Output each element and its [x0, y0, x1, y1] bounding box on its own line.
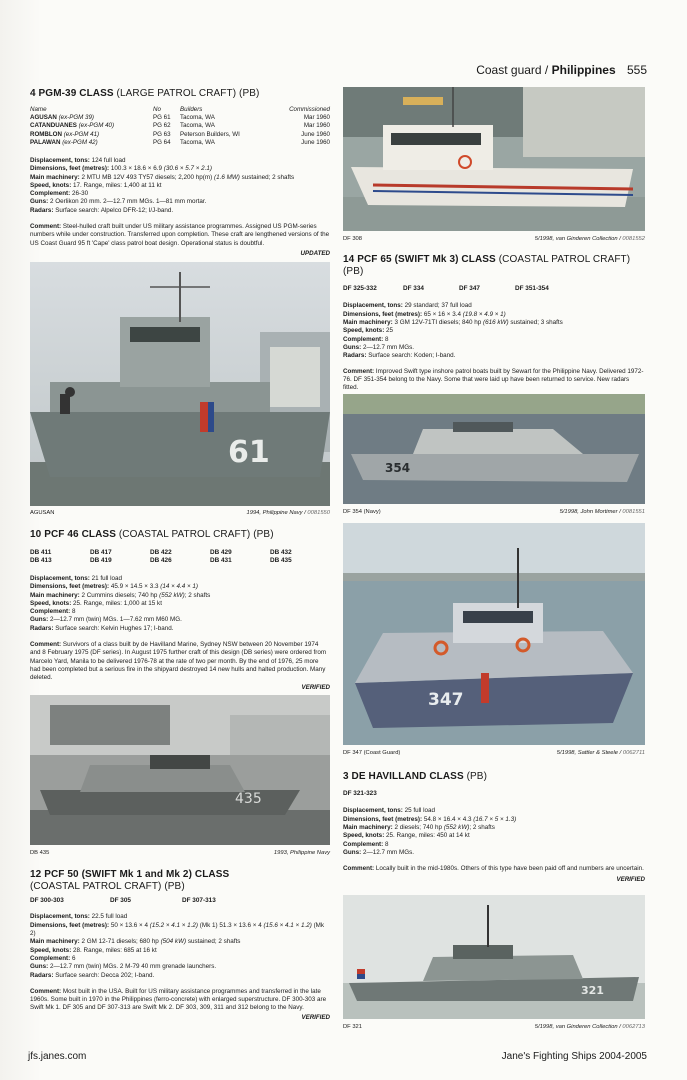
hull-id: DF 325-332: [343, 285, 377, 292]
pcf65-title-bold: 14 PCF 65 (SWIFT Mk 3) CLASS: [343, 254, 496, 265]
label-comment: Comment:: [30, 223, 62, 231]
pcf50-machinery-kw: (504 kW): [160, 938, 187, 946]
ship-commissioned: Mar 1960: [303, 114, 330, 122]
pgm39-dimensions-m: (30.6 × 5.7 × 2.1): [163, 165, 213, 173]
label-radars: Radars:: [30, 624, 54, 632]
table-row: [30, 122, 330, 130]
ship-ex: (ex-PGM 40): [78, 122, 115, 130]
label-complement: Complement:: [343, 840, 384, 848]
df354-caption: DF 354 (Navy) 5/1998, John Mortimer / 0081551: [343, 509, 645, 515]
pcf50-radars: Surface search: Decca 202; I-band.: [55, 971, 155, 979]
pgm39-machinery-rest: sustained; 2 shafts: [241, 173, 295, 181]
col-no: No: [153, 106, 161, 113]
label-speed: Speed, knots:: [343, 327, 385, 335]
df321-caption: DF 321 5/1998, van Ginderen Collection / 0062713: [343, 1024, 645, 1030]
label-complement: Complement:: [30, 954, 71, 962]
pcf65-speed: 25: [386, 327, 394, 335]
label-machinery: Main machinery:: [343, 824, 393, 832]
pcf50-dimensions-rest: (Mk 1) 51.3 × 13.6 × 4: [199, 921, 262, 929]
ship-ex: (ex-PGM 42): [62, 138, 98, 146]
pcf50-status: VERIFIED: [301, 1013, 330, 1021]
pgm39-title-rest: (LARGE PATROL CRAFT) (PB): [116, 88, 260, 99]
pgm39-displacement: 124 full load: [91, 156, 126, 164]
credit-df347: 5/1998, Sattler & Steele: [556, 750, 619, 756]
label-machinery: Main machinery:: [30, 938, 80, 946]
pcf65-machinery-rest: sustained; 3 shafts: [510, 319, 563, 327]
label-complement: Complement:: [30, 608, 71, 616]
dehavilland-specs: [343, 807, 645, 857]
label-machinery: Main machinery:: [30, 173, 80, 181]
dehavilland-entry: [343, 771, 645, 884]
label-comment: Comment:: [30, 987, 62, 995]
hull-id: DF 300-303: [30, 897, 64, 904]
pcf50-title-bold: 12 PCF 50 (SWIFT Mk 1 and Mk 2) CLASS: [30, 869, 230, 880]
pgm39-speed: 17. Range, miles: 1,400 at 11 kt: [73, 181, 162, 189]
pcf46-machinery-kw: (552 kW): [159, 591, 185, 599]
pcf50-guns: 2—12.7 mm (twin) MGs. 2 M-79 40 mm grenade launchers.: [49, 963, 217, 971]
dehavilland-hulls: [343, 790, 645, 798]
dehavilland-title-bold: 3 DE HAVILLAND CLASS: [343, 771, 464, 782]
pcf50-dimensions-m: (15.2 × 4.1 × 1.2): [149, 921, 199, 929]
table-row: [30, 114, 330, 122]
hull-id: DB 411: [30, 549, 52, 556]
pcf50-machinery-rest: sustained; 2 shafts: [187, 938, 241, 946]
pcf50-machinery: 2 GM 12-71 diesels; 680 hp: [81, 938, 159, 946]
pcf50-dimensions-rest2: (Mk 2): [30, 921, 325, 938]
pcf50-title-rest: (COASTAL PATROL CRAFT) (PB): [30, 881, 185, 892]
dehavilland-title-rest: (PB): [466, 771, 488, 782]
code-df354: 0081551: [622, 509, 645, 515]
code-agusan: 0081550: [307, 510, 330, 516]
pcf65-machinery-kw: (616 kW): [483, 319, 509, 327]
pgm39-table-header: [30, 106, 330, 114]
label-displacement: Displacement, tons:: [343, 302, 403, 310]
agusan-photo: [30, 262, 330, 506]
label-dimensions: Dimensions, feet (metres):: [30, 921, 110, 929]
pgm39-comment: [30, 223, 330, 248]
pcf46-machinery-rest: ; 2 shafts: [184, 591, 211, 599]
df354-hull-number: 354: [385, 461, 411, 475]
pcf50-title: [30, 869, 330, 893]
pcf65-entry: [343, 254, 645, 403]
pgm39-comment-text: Steel-hulled craft built under US military assistance programmes. Assigned US PGM-series numbers while under construction. Transferred upon completion. These craft are lengthened versions of the US Coast Guard 95 ft 'Cape' class patrol boat design. Operational status is doubtful.: [30, 223, 330, 247]
ship-builder: Tacoma, WA: [180, 114, 215, 122]
ship-commissioned: Mar 1960: [303, 122, 330, 130]
pcf65-title: [343, 254, 645, 278]
credit-agusan: 1994, Philippine Navy: [246, 510, 303, 516]
label-dimensions: Dimensions, feet (metres):: [343, 310, 423, 318]
pcf46-comment-text: Survivors of a class built by de Havilland Marine, Sydney NSW between 20 November 1974 and 8 February 1975 (DF series). In August 1975 further craft of this design (DB series) were ordered from Marcelo Yard, Manila to be delivered 1976-78 at the rate of two per month. By the end of 1976, 25 more had been completed but a serious fire in the shipyard destroyed 14 new hulls and halted production. Many deleted.: [30, 640, 327, 682]
pgm39-title-bold: 4 PGM-39 CLASS: [30, 88, 114, 99]
pcf46-comment: [30, 641, 330, 682]
pgm39-machinery: 2 MTU MB 12V 493 TY57 diesels; 2,200 hp(m): [81, 173, 213, 181]
ship-name: CATANDUANES: [30, 122, 77, 130]
table-row: [30, 131, 330, 139]
pgm39-title: [30, 88, 330, 100]
hull-id: DB 432: [270, 549, 292, 556]
ship-name: PALAWAN: [30, 138, 61, 146]
code-df321: 0062713: [622, 1024, 645, 1030]
pcf65-dimensions: 65 × 16 × 3.4: [423, 310, 461, 318]
df308-photo: [343, 87, 645, 231]
label-complement: Complement:: [30, 190, 71, 198]
df321-photo: [343, 895, 645, 1019]
agusan-caption: AGUSAN 1994, Philippine Navy / 0081550: [30, 510, 330, 516]
code-df308: 0081552: [622, 236, 645, 242]
label-radars: Radars:: [343, 352, 367, 360]
pcf65-complement: 8: [384, 335, 389, 343]
hull-id: DF 307-313: [182, 897, 216, 904]
pcf46-title-bold: 10 PCF 46 CLASS: [30, 529, 116, 540]
col-commissioned: Commissioned: [289, 106, 330, 113]
dehavilland-comment-text: Locally built in the mid-1980s. Others of this type have been paid off and numbers are uncertain.: [375, 865, 644, 873]
ship-no: PG 63: [153, 130, 171, 138]
hull-id: DB 413: [30, 557, 52, 565]
pcf65-title-rest: (COASTAL PATROL CRAFT) (PB): [343, 254, 631, 277]
label-comment: Comment:: [30, 640, 62, 648]
label-guns: Guns:: [30, 616, 49, 624]
dehavilland-status: VERIFIED: [616, 875, 645, 883]
pcf46-title-rest: (COASTAL PATROL CRAFT) (PB): [118, 529, 274, 540]
label-dimensions: Dimensions, feet (metres):: [343, 815, 423, 823]
col-builders: Builders: [180, 106, 203, 113]
pcf46-radars: Surface search: Kelvin Hughes 17; I-band.: [55, 624, 174, 632]
dehavilland-machinery-rest: ; 2 shafts: [469, 824, 495, 832]
dehavilland-machinery-kw: (552 kW): [443, 824, 470, 832]
pcf46-complement: 8: [71, 608, 76, 616]
running-head-country: Philippines: [551, 63, 616, 77]
agusan-hull-number: 61: [228, 435, 270, 470]
hull-id: DF 321-323: [343, 790, 377, 797]
pcf65-hulls: [343, 285, 645, 293]
label-speed: Speed, knots:: [30, 946, 72, 954]
db435-hull-number: 435: [235, 791, 262, 807]
pgm39-guns: 2 Oerlikon 20 mm. 2—12.7 mm MGs. 1—81 mm mortar.: [49, 198, 207, 206]
pcf50-dimensions-m2: (15.6 × 4.1 × 1.2): [263, 921, 312, 929]
pcf50-comment-text: Most built in the USA. Built for US military assistance programmes and transferred in the late 1960s. Some built in 1970 in the Philippines (ferro-concrete) with enlarged superstructure. DF 300-303 are Swift Mk 1. DF 305 and DF 307-313 are Swift Mk 2. DF 303, 309, 311 and 312 belong to the Navy.: [30, 987, 327, 1012]
pgm39-complement: 26-30: [71, 190, 89, 198]
label-speed: Speed, knots:: [343, 832, 385, 840]
agusan-photo-image: [30, 262, 330, 506]
label-displacement: Displacement, tons:: [30, 913, 90, 921]
running-head-section: Coast guard /: [476, 63, 549, 77]
label-radars: Radars:: [30, 206, 54, 214]
ship-builder: Tacoma, WA: [180, 122, 215, 130]
df308-photo-image: [343, 87, 645, 231]
pcf50-speed: 28. Range, miles: 685 at 16 kt: [73, 946, 157, 954]
ship-commissioned: June 1960: [301, 138, 330, 146]
caption-df354: DF 354 (Navy): [343, 509, 381, 515]
pcf50-displacement: 22.5 full load: [91, 913, 128, 921]
hull-id: DB 426: [150, 557, 172, 565]
pcf65-displacement: 29 standard; 37 full load: [404, 302, 472, 310]
hull-id: DB 435: [270, 557, 292, 565]
dehavilland-complement: 8: [384, 840, 389, 848]
label-dimensions: Dimensions, feet (metres):: [30, 165, 110, 173]
db435-photo: [30, 695, 330, 845]
ship-no: PG 61: [153, 114, 171, 122]
page-number: 555: [626, 63, 647, 77]
credit-df321: 5/1998, van Ginderen Collection: [534, 1024, 618, 1030]
pcf46-entry: [30, 529, 330, 693]
label-comment: Comment:: [343, 865, 375, 873]
hull-id: DB 422: [150, 549, 172, 556]
pcf46-dimensions: 45.9 × 14.5 × 3.3: [110, 583, 159, 591]
hull-id: DF 305: [110, 897, 131, 904]
dehavilland-displacement: 25 full load: [404, 807, 436, 815]
hull-id: DF 334: [403, 285, 424, 292]
caption-db435: DB 435: [30, 850, 50, 856]
running-head: [476, 63, 647, 77]
pcf65-machinery: 3 GM 12V-71TI diesels; 840 hp: [394, 319, 482, 327]
hull-id: DB 419: [90, 557, 112, 565]
label-displacement: Displacement, tons:: [343, 807, 403, 815]
df354-photo: [343, 394, 645, 504]
pgm39-dimensions: 100.3 × 18.6 × 6.9: [110, 165, 162, 173]
pcf50-dimensions: 50 × 13.6 × 4: [110, 921, 148, 929]
ship-ex: (ex-PGM 41): [63, 130, 100, 138]
db435-photo-image: [30, 695, 330, 845]
pcf50-hulls: [30, 897, 330, 905]
pcf65-comment-text: Improved Swift type inshore patrol boats built by Sewart for the Philippine Navy. Delivered 1972-76. DF 351-354 belong to the Navy. Some that were laid up have been returned to service. New radars fitted.: [343, 367, 644, 392]
label-speed: Speed, knots:: [30, 181, 72, 189]
pcf50-entry: [30, 869, 330, 1022]
pcf65-comment: [343, 368, 645, 393]
pcf46-status: VERIFIED: [301, 684, 330, 692]
ship-name: AGUSAN: [30, 114, 57, 122]
pcf65-radars: Surface search: Koden; I-band.: [368, 352, 456, 360]
credit-df354: 5/1998, John Mortimer: [559, 509, 618, 515]
credit-db435: 1993, Philippine Navy: [273, 850, 330, 856]
label-guns: Guns:: [343, 848, 362, 856]
label-complement: Complement:: [343, 335, 384, 343]
df321-photo-image: [343, 895, 645, 1019]
pcf50-specs: [30, 913, 330, 979]
pgm39-entry: [30, 88, 330, 258]
caption-df321: DF 321: [343, 1024, 363, 1030]
dehavilland-comment: [343, 865, 645, 873]
pcf46-specs: [30, 575, 330, 633]
dehavilland-machinery: 2 diesels; 740 hp: [394, 824, 443, 832]
label-comment: Comment:: [343, 367, 375, 375]
hull-id: DB 431: [210, 557, 232, 565]
code-df347: 0062711: [622, 750, 645, 756]
pcf46-speed: 25. Range, miles: 1,000 at 15 kt: [73, 599, 162, 607]
dehavilland-speed: 25. Range, miles: 450 at 14 kt: [386, 832, 470, 840]
ship-ex: (ex-PGM 39): [58, 114, 94, 122]
dehavilland-dimensions: 54.8 × 16.4 × 4.3: [423, 815, 472, 823]
hull-id: DF 351-354: [515, 285, 549, 292]
caption-df308: DF 308: [343, 236, 363, 242]
dehavilland-dimensions-m: (16.7 × 5 × 1.3): [473, 815, 517, 823]
ship-builder: Peterson Builders, WI: [180, 130, 240, 138]
label-guns: Guns:: [30, 963, 49, 971]
pgm39-specs: [30, 157, 330, 215]
pcf46-guns: 2—12.7 mm (twin) MGs. 1—7.62 mm M60 MG.: [49, 616, 182, 624]
label-speed: Speed, knots:: [30, 599, 72, 607]
pcf46-hulls: [30, 549, 330, 566]
db435-caption: [30, 848, 330, 858]
df347-photo: [343, 523, 645, 745]
caption-agusan: AGUSAN: [30, 510, 55, 516]
pcf50-complement: 6: [71, 954, 76, 962]
label-displacement: Displacement, tons:: [30, 156, 90, 164]
df321-hull-number: 321: [581, 984, 604, 997]
ship-no: PG 62: [153, 122, 171, 130]
pcf46-dimensions-m: (14 × 4.4 × 1): [160, 583, 199, 591]
pgm39-status: UPDATED: [300, 249, 330, 257]
pcf46-title: [30, 529, 330, 541]
caption-df347: DF 347 (Coast Guard): [343, 750, 401, 756]
label-guns: Guns:: [30, 198, 49, 206]
df354-photo-image: [343, 394, 645, 504]
footer-publication: Jane's Fighting Ships 2004-2005: [501, 1051, 647, 1062]
pcf46-machinery: 2 Cummins diesels; 740 hp: [81, 591, 158, 599]
label-radars: Radars:: [30, 971, 54, 979]
df347-caption: DF 347 (Coast Guard) 5/1998, Sattler & Steele / 0062711: [343, 750, 645, 756]
credit-df308: 5/1998, van Ginderen Collection: [534, 236, 618, 242]
pcf50-comment: [30, 988, 330, 1013]
pcf65-dimensions-m: (19.8 × 4.9 × 1): [462, 310, 506, 318]
pgm39-machinery-kw: (1.6 MW): [213, 173, 240, 181]
col-name: Name: [30, 106, 47, 113]
hull-id: DF 347: [459, 285, 480, 292]
table-row: [30, 139, 330, 147]
ship-commissioned: June 1960: [301, 130, 330, 138]
label-dimensions: Dimensions, feet (metres):: [30, 583, 110, 591]
df308-caption: DF 308 5/1998, van Ginderen Collection / 0081552: [343, 236, 645, 242]
pgm39-radars: Surface search: Alpelco DFR-12; I/J-band.: [55, 206, 174, 214]
dehavilland-guns: 2—12.7 mm MGs.: [362, 848, 415, 856]
pgm39-table: [30, 106, 330, 147]
pcf46-displacement: 21 full load: [91, 574, 123, 582]
label-machinery: Main machinery:: [30, 591, 80, 599]
footer-website: jfs.janes.com: [28, 1051, 87, 1062]
label-machinery: Main machinery:: [343, 319, 393, 327]
ship-builder: Tacoma, WA: [180, 138, 215, 146]
hull-id: DB 417: [90, 549, 112, 556]
df347-photo-image: [343, 523, 645, 745]
ship-name: ROMBLON: [30, 130, 62, 138]
hull-id: DB 429: [210, 549, 232, 556]
pcf65-guns: 2—12.7 mm MGs.: [362, 343, 415, 351]
label-displacement: Displacement, tons:: [30, 574, 90, 582]
dehavilland-title: [343, 771, 645, 783]
pcf65-specs: [343, 302, 645, 360]
label-guns: Guns:: [343, 343, 362, 351]
df347-hull-number: 347: [428, 690, 464, 710]
ship-no: PG 64: [153, 138, 171, 146]
